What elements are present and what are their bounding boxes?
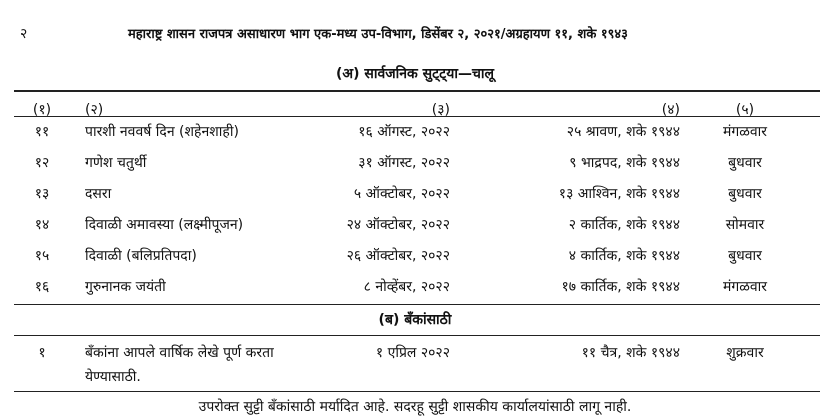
row-number: १४ — [34, 217, 50, 233]
holiday-name-line-2: येण्यासाठी. — [85, 369, 141, 385]
row-number: १३ — [34, 186, 50, 202]
holiday-saka-date: ४ कार्तिक, शके १९४४ — [568, 248, 680, 264]
row-number: १ — [38, 345, 46, 361]
holiday-date: २४ ऑक्टोबर, २०२२ — [346, 217, 450, 233]
holiday-name: गुरुनानक जयंती — [85, 279, 166, 295]
footer-note: उपरोक्त सुट्टी बँकांसाठी मर्यादित आहे. सदरहू सुट्टी शासकीय कार्यालयांसाठी लागू नाही. — [198, 399, 632, 415]
holiday-saka-date: २ कार्तिक, शके १९४४ — [568, 217, 680, 233]
col-header-5: (५) — [735, 102, 755, 118]
rule-under-headers — [14, 116, 820, 117]
holiday-date: २६ ऑक्टोबर, २०२२ — [346, 248, 450, 264]
holiday-date: ८ नोव्हेंबर, २०२२ — [363, 279, 450, 295]
col-header-3: (३) — [431, 102, 450, 118]
holiday-name: दिवाळी (बलिप्रतिपदा) — [85, 248, 197, 264]
holiday-date: १६ ऑगस्ट, २०२२ — [358, 124, 450, 140]
col-header-1: (१) — [32, 102, 52, 118]
row-number: १६ — [34, 279, 50, 295]
holiday-date: ३१ ऑगस्ट, २०२२ — [358, 155, 450, 171]
holiday-name: दसरा — [85, 186, 112, 202]
row-number: १२ — [34, 155, 50, 171]
holiday-name: गणेश चतुर्थी — [85, 155, 147, 171]
section-a-title: (अ) सार्वजनिक सुट्ट्या—चालू — [336, 66, 494, 82]
holiday-saka-date: १३ आश्विन, शके १९४४ — [558, 186, 680, 202]
rule-top — [14, 90, 820, 92]
holiday-saka-date: ९ भाद्रपद, शके १९४४ — [569, 155, 680, 171]
col-header-2: (२) — [85, 102, 104, 118]
rule-bottom — [14, 391, 820, 392]
holiday-saka-date: २५ श्रावण, शके १९४४ — [566, 124, 680, 140]
holiday-weekday: शुक्रवार — [726, 345, 764, 361]
row-number: १५ — [34, 248, 50, 264]
holiday-weekday: सोमवार — [725, 217, 765, 233]
holiday-saka-date: १७ कार्तिक, शके १९४४ — [561, 279, 680, 295]
rule-after-section-b-title — [14, 335, 820, 336]
holiday-date: १ एप्रिल २०२२ — [375, 345, 450, 361]
holiday-weekday: मंगळवार — [722, 279, 768, 295]
holiday-weekday: मंगळवार — [722, 124, 768, 140]
row-number: ११ — [34, 124, 50, 140]
holiday-name: पारशी नववर्ष दिन (शहेनशाही) — [85, 124, 239, 140]
col-header-4: (४) — [661, 102, 680, 118]
page-header: महाराष्ट्र शासन राजपत्र असाधारण भाग एक-मध्य उप-विभाग, डिसेंबर २, २०२१/अग्रहायण ११, शके १९४३ — [128, 27, 628, 42]
rule-after-section-a — [14, 304, 820, 305]
section-b-title: (ब) बँकांसाठी — [378, 312, 452, 328]
holiday-weekday: बुधवार — [728, 155, 762, 171]
holiday-weekday: बुधवार — [728, 248, 762, 264]
page-number: २ — [20, 26, 28, 42]
holiday-weekday: बुधवार — [728, 186, 762, 202]
holiday-saka-date: ११ चैत्र, शके १९४४ — [581, 345, 680, 361]
holiday-name-line-1: बँकांना आपले वार्षिक लेखे पूर्ण करता — [85, 345, 274, 361]
holiday-name: दिवाळी अमावस्या (लक्ष्मीपूजन) — [85, 217, 244, 233]
holiday-date: ५ ऑक्टोबर, २०२२ — [353, 186, 450, 202]
